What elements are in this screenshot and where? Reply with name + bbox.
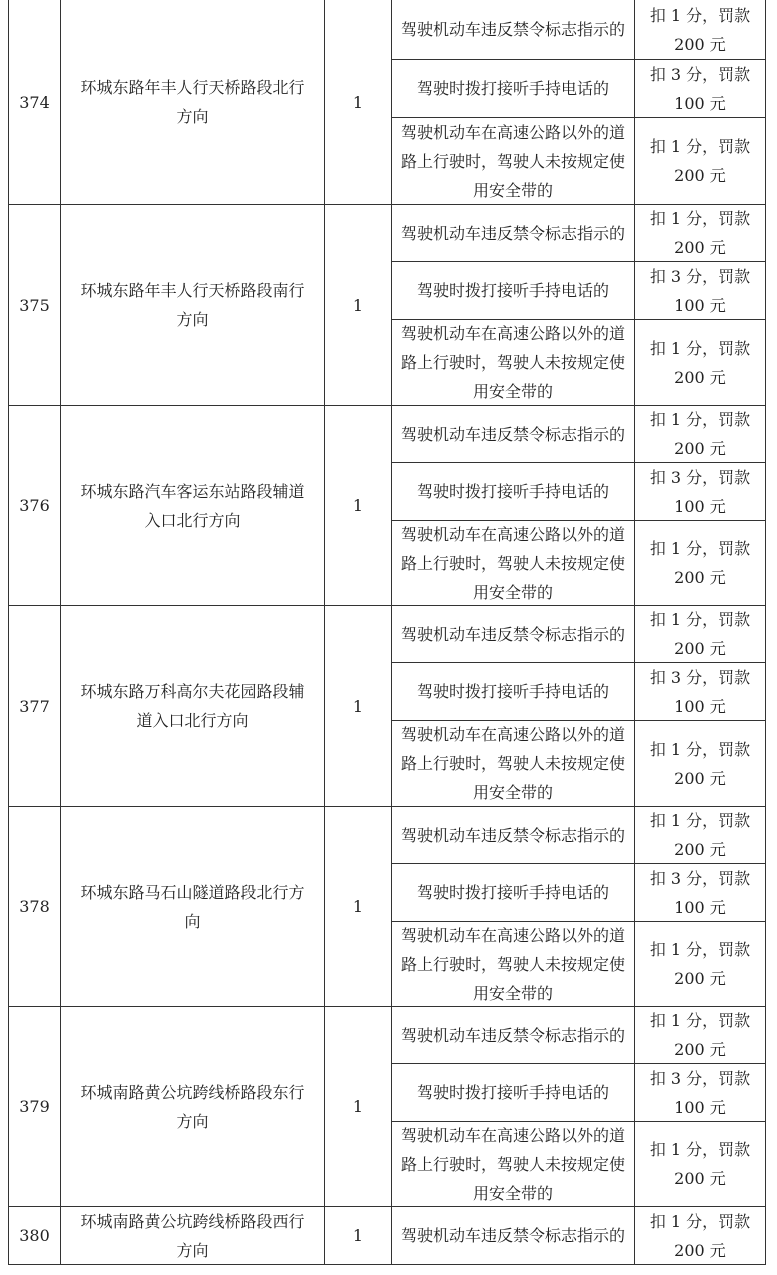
row-number: 378 (19, 897, 50, 916)
penalty-cell: 扣 1 分，罚款 200 元 (649, 610, 751, 658)
count-cell: 1 (352, 897, 364, 916)
violation-cell: 驾驶时拨打接听手持电话的 (416, 281, 609, 300)
location-cell: 环城东路年丰人行天桥路段南行方向 (80, 281, 305, 329)
penalty-cell: 扣 3 分，罚款 100 元 (649, 64, 751, 113)
violation-cell: 驾驶机动车在高速公路以外的道路上行驶时，驾驶人未按规定使用安全带的 (400, 122, 625, 200)
count-cell: 1 (352, 696, 364, 716)
penalty-cell: 扣 3 分，罚款 100 元 (649, 467, 751, 516)
count-cell: 1 (352, 92, 364, 112)
penalty-cell: 扣 1 分，罚款 200 元 (649, 137, 751, 185)
penalty-cell: 扣 1 分，罚款 200 元 (649, 1011, 751, 1059)
violation-cell: 驾驶机动车在高速公路以外的道路上行驶时，驾驶人未按规定使用安全带的 (400, 1125, 625, 1203)
location-cell: 环城南路黄公坑跨线桥路段东行方向 (80, 1082, 305, 1131)
location-cell: 环城东路万科高尔夫花园路段辅道入口北行方向 (80, 682, 305, 730)
count-cell: 1 (352, 1097, 364, 1116)
violation-cell: 驾驶机动车违反禁令标志指示的 (400, 20, 625, 39)
penalty-cell: 扣 1 分，罚款 200 元 (649, 739, 751, 788)
penalty-cell: 扣 1 分，罚款 200 元 (649, 209, 751, 257)
penalty-cell: 扣 1 分，罚款 200 元 (649, 1211, 751, 1260)
location-cell: 环城南路黄公坑跨线桥路段西行方向 (80, 1211, 305, 1260)
violation-cell: 驾驶机动车在高速公路以外的道路上行驶时，驾驶人未按规定使用安全带的 (400, 524, 625, 602)
row-number: 376 (19, 496, 50, 515)
penalty-cell: 扣 1 分，罚款 200 元 (649, 811, 751, 859)
location-cell: 环城东路马石山隧道路段北行方向 (80, 882, 305, 931)
violation-cell: 驾驶时拨打接听手持电话的 (416, 79, 609, 98)
violation-cell: 驾驶时拨打接听手持电话的 (416, 883, 609, 902)
count-cell: 1 (352, 295, 364, 315)
violation-cell: 驾驶时拨打接听手持电话的 (416, 682, 609, 701)
penalty-cell: 扣 1 分，罚款 200 元 (649, 539, 751, 587)
violation-cell: 驾驶机动车违反禁令标志指示的 (400, 223, 625, 243)
penalty-cell: 扣 1 分，罚款 200 元 (649, 410, 751, 458)
violation-cell: 驾驶机动车违反禁令标志指示的 (400, 424, 625, 444)
row-number: 380 (19, 1226, 50, 1245)
table-border-right (765, 0, 766, 1265)
location-cell: 环城东路年丰人行天桥路段北行方向 (80, 78, 305, 126)
violation-cell: 驾驶机动车违反禁令标志指示的 (400, 1025, 625, 1045)
violation-cell: 驾驶时拨打接听手持电话的 (416, 482, 609, 501)
penalty-cell: 扣 1 分，罚款 200 元 (649, 940, 751, 988)
violation-cell: 驾驶时拨打接听手持电话的 (416, 1083, 609, 1102)
penalty-cell: 扣 1 分，罚款 200 元 (649, 338, 751, 387)
violation-cell: 驾驶机动车违反禁令标志指示的 (400, 624, 625, 644)
penalty-cell: 扣 3 分，罚款 100 元 (649, 1068, 751, 1117)
location-cell: 环城东路汽车客运东站路段辅道入口北行方向 (80, 481, 305, 530)
row-number: 379 (19, 1097, 50, 1116)
violation-cell: 驾驶机动车在高速公路以外的道路上行驶时，驾驶人未按规定使用安全带的 (400, 925, 625, 1003)
penalty-cell: 扣 3 分，罚款 100 元 (649, 667, 751, 716)
row-number: 375 (19, 295, 50, 315)
violation-cell: 驾驶机动车在高速公路以外的道路上行驶时，驾驶人未按规定使用安全带的 (400, 725, 625, 802)
violation-cell: 驾驶机动车违反禁令标志指示的 (400, 825, 625, 845)
penalty-cell: 扣 3 分，罚款 100 元 (649, 266, 751, 315)
penalty-cell: 扣 1 分，罚款 200 元 (649, 1140, 751, 1188)
violation-cell: 驾驶机动车在高速公路以外的道路上行驶时，驾驶人未按规定使用安全带的 (400, 324, 625, 401)
penalty-cell: 扣 3 分，罚款 100 元 (649, 868, 751, 917)
penalty-cell: 扣 1 分，罚款 200 元 (649, 5, 751, 54)
violation-cell: 驾驶机动车违反禁令标志指示的 (400, 1226, 625, 1245)
row-number: 374 (19, 92, 50, 112)
count-cell: 1 (352, 496, 364, 515)
row-number: 377 (19, 696, 50, 716)
count-cell: 1 (352, 1226, 364, 1245)
